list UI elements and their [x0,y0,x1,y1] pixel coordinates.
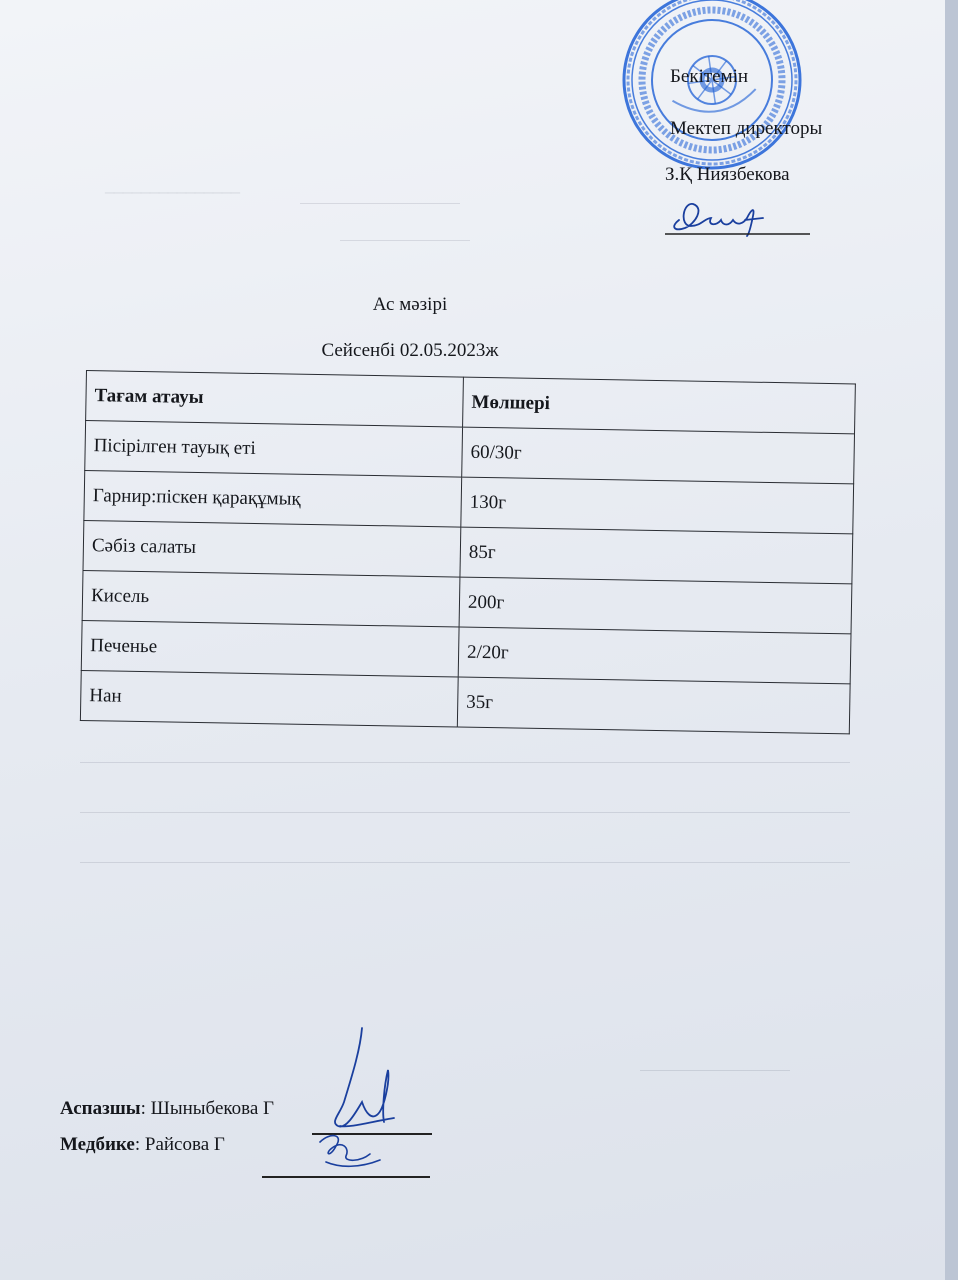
director-title: Мектеп директоры [670,118,823,139]
column-header-amount: Мөлшері [463,377,856,434]
dish-name: Печенье [81,620,459,677]
bleed-through-text: _______________ [105,191,240,211]
bleed-through-line [80,862,850,863]
menu-table [80,370,856,734]
dish-amount: 200г [459,577,852,634]
staff-signatures [300,1022,420,1182]
nurse-name: : Райсова Г [134,1134,225,1155]
dish-amount: 130г [461,477,854,534]
dish-amount: 2/20г [458,627,851,684]
bleed-through-line [80,762,850,763]
approval-label: Бекітемін [670,66,749,87]
bleed-through-line [340,240,470,241]
cook-name: : Шыныбекова Г [140,1098,275,1119]
dish-amount: 85г [460,527,853,584]
cook-label: Аспазшы [60,1098,141,1119]
nurse-label: Медбике [60,1134,135,1155]
cook-line [60,1098,274,1120]
director-signature [665,196,815,240]
director-name: З.Қ Ниязбекова [665,164,790,185]
bleed-through-line [640,1070,790,1071]
page-title: Ас мәзірі [372,294,448,315]
menu-date: Сейсенбі 02.05.2023ж [321,340,499,361]
dish-name: Пісірілген тауық еті [85,421,463,478]
dish-name: Кисель [82,570,460,627]
dish-name: Сәбіз салаты [83,520,461,577]
column-header-dish: Тағам атауы [86,371,464,428]
bleed-through-line [80,812,850,813]
page-edge [945,0,958,1280]
dish-amount: 35г [457,677,850,734]
dish-name: Гарнир:піскен қарақұмық [84,470,462,527]
nurse-line [60,1134,225,1156]
dish-amount: 60/30г [462,427,855,484]
bleed-through-line [300,203,460,204]
dish-name: Нан [80,670,458,727]
